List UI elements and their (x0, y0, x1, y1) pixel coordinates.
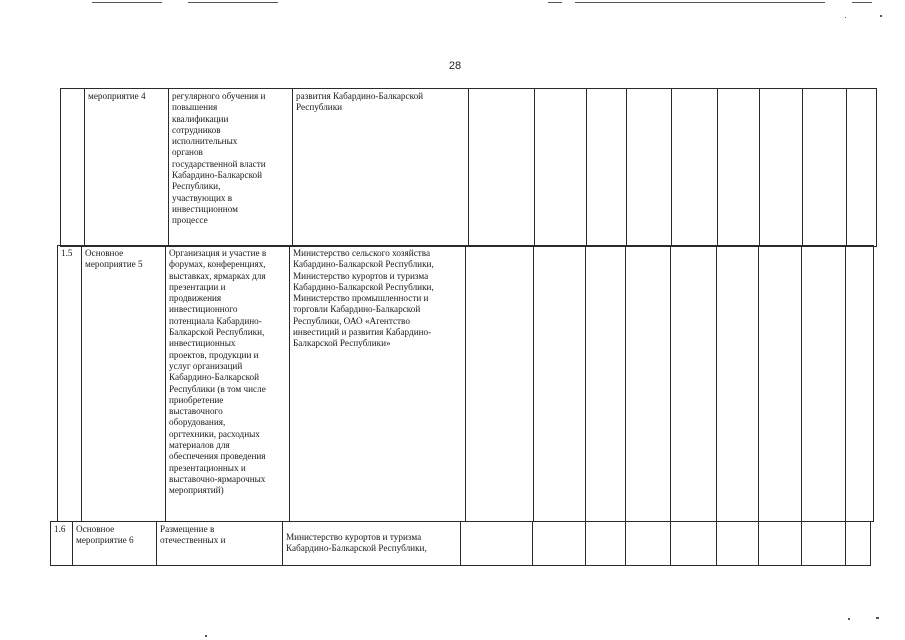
scan-line-artifact (548, 2, 562, 3)
empty-cell (802, 522, 846, 566)
empty-cell (717, 246, 759, 522)
executors-cell: развития Кабардино-Балкарской Республики (293, 89, 469, 247)
empty-cell (846, 246, 874, 522)
empty-cell (586, 522, 626, 566)
scan-line-artifact (852, 2, 872, 3)
empty-cell (626, 246, 671, 522)
empty-cell (760, 89, 803, 247)
empty-cell (534, 246, 586, 522)
table-row (51, 522, 871, 566)
empty-cell (718, 89, 760, 247)
empty-cell (846, 522, 871, 566)
event-name-cell: Основное мероприятие 5 (82, 246, 166, 522)
empty-cell (671, 246, 717, 522)
table-row (61, 89, 877, 247)
scan-line-artifact (575, 2, 825, 3)
plan-table-row-2 (57, 245, 874, 522)
empty-cell (586, 246, 626, 522)
row-number-cell (61, 89, 85, 247)
executors-cell: Министерство сельского хозяйства Кабардино-Балкарской Республики, Министерство курортов и туризма Кабардино-Балкарской Республики, Министерство промышленности и торговли Кабардино-Балкарской Республики, ОАО «Агентство инвестиций и развития Кабардино- Балкарской Республики» (290, 246, 466, 522)
scan-speck (845, 17, 846, 18)
row-number-cell: 1.5 (58, 246, 82, 522)
empty-cell (717, 522, 759, 566)
empty-cell (759, 522, 802, 566)
empty-cell (672, 89, 718, 247)
row-number-cell: 1.6 (51, 522, 73, 566)
event-description-cell: Размещение в отечественных и (157, 522, 283, 566)
empty-cell (461, 522, 533, 566)
empty-cell (626, 522, 671, 566)
plan-table-row-1 (60, 88, 877, 247)
empty-cell (759, 246, 802, 522)
empty-cell (802, 246, 846, 522)
empty-cell (803, 89, 847, 247)
executors-cell: Министерство курортов и туризма Кабардино-Балкарской Республики, (283, 522, 461, 566)
empty-cell (466, 246, 534, 522)
empty-cell (535, 89, 587, 247)
scan-speck (876, 617, 879, 619)
event-name-cell: мероприятие 4 (85, 89, 169, 247)
page-number: 28 (448, 60, 462, 72)
empty-cell (671, 522, 717, 566)
empty-cell (533, 522, 586, 566)
scan-speck (848, 618, 850, 620)
event-description-cell: регулярного обучения и повышения квалификации сотрудников исполнительных органов государственной власти Кабардино-Балкарской Республики, участвующих в инвестиционном процессе (169, 89, 293, 247)
plan-table-row-3 (50, 521, 871, 566)
scan-line-artifact (188, 2, 278, 3)
empty-cell (627, 89, 672, 247)
scan-line-artifact (92, 2, 162, 3)
table-row (58, 246, 874, 522)
empty-cell (847, 89, 877, 247)
event-name-cell: Основное мероприятие 6 (73, 522, 157, 566)
event-description-cell: Организация и участие в форумах, конференциях, выставках, ярмарках для презентации и продвижения инвестиционного потенциала Кабардино- Балкарской Республики, инвестиционных проектов, продукции и услуг организаций Кабардино-Балкарской Республики (в том числе приобретение выставочного оборудования, оргтехники, расходных материалов для обеспечения проведения презентационных и выставочно-ярмарочных мероприятий) (166, 246, 290, 522)
empty-cell (469, 89, 535, 247)
empty-cell (587, 89, 627, 247)
scan-speck (880, 15, 882, 17)
scan-speck (205, 635, 207, 637)
